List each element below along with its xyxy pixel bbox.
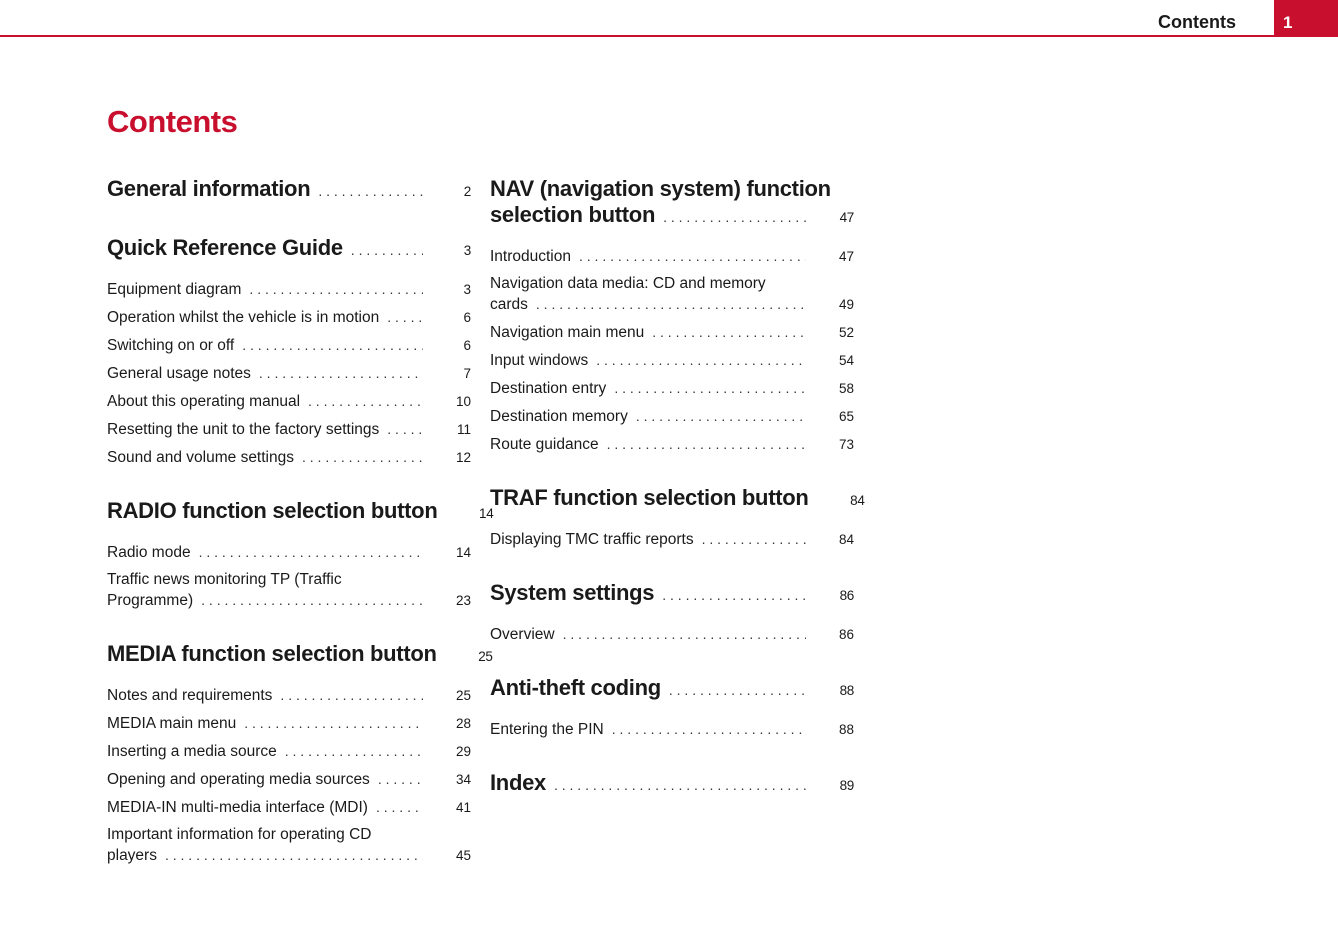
entry-page: 41 xyxy=(455,800,471,815)
entry-label: Displaying TMC traffic reports xyxy=(490,531,694,548)
toc-right-column xyxy=(490,174,865,799)
leader-dots xyxy=(318,178,423,204)
entry-label: Notes and requirements xyxy=(107,687,273,704)
leader-dots xyxy=(669,677,806,703)
entry-page: 52 xyxy=(838,325,854,340)
entry-page: 88 xyxy=(838,722,854,737)
entry-page: 47 xyxy=(838,249,854,264)
toc-entry[interactable] xyxy=(107,419,471,440)
toc-entry[interactable] xyxy=(107,741,471,762)
leader-dots xyxy=(652,322,806,342)
leader-dots xyxy=(636,406,806,426)
section-title: Anti-theft coding xyxy=(490,675,661,700)
toc-entry[interactable] xyxy=(490,719,854,740)
toc-entry[interactable] xyxy=(107,335,471,356)
section-page: 88 xyxy=(839,683,854,698)
entry-page: 28 xyxy=(455,716,471,731)
toc-entry[interactable] xyxy=(107,685,471,706)
entry-label: Inserting a media source xyxy=(107,743,277,760)
section-page: 84 xyxy=(850,493,865,508)
toc-entry[interactable] xyxy=(490,378,854,399)
section-page: 89 xyxy=(839,778,854,793)
toc-section-index[interactable] xyxy=(490,770,854,799)
entry-label: Entering the PIN xyxy=(490,721,604,738)
toc-entry[interactable] xyxy=(490,350,854,371)
entry-page: 29 xyxy=(455,744,471,759)
section-title-line2: selection button xyxy=(490,202,656,227)
entry-label: Overview xyxy=(490,626,555,643)
section-page: 47 xyxy=(839,210,854,225)
leader-dots xyxy=(607,434,806,454)
leader-dots xyxy=(663,204,806,230)
entry-label-line1: Navigation data media: CD and memory xyxy=(490,275,766,292)
entry-page: 23 xyxy=(455,593,471,608)
leader-dots xyxy=(612,719,806,739)
toc-entry[interactable] xyxy=(490,322,854,343)
toc-entry[interactable] xyxy=(107,447,471,468)
toc-entry[interactable] xyxy=(490,406,854,427)
section-title: Quick Reference Guide xyxy=(107,235,343,260)
leader-dots xyxy=(308,391,423,411)
entry-page: 7 xyxy=(463,366,471,381)
entry-page: 58 xyxy=(838,381,854,396)
toc-entry[interactable] xyxy=(490,274,854,315)
entry-page: 86 xyxy=(838,627,854,642)
leader-dots xyxy=(351,237,423,263)
toc-section-system-settings[interactable] xyxy=(490,580,854,609)
leader-dots xyxy=(201,590,423,610)
section-title: MEDIA function selection button xyxy=(107,641,437,666)
toc-entry[interactable] xyxy=(490,434,854,455)
entry-label: Operation whilst the vehicle is in motion xyxy=(107,309,380,326)
leader-dots xyxy=(702,529,806,549)
entry-label: Introduction xyxy=(490,248,571,265)
page-title: Contents xyxy=(107,104,238,139)
leader-dots xyxy=(242,335,423,355)
entry-label-line1: Important information for operating CD xyxy=(107,826,372,843)
toc-entry[interactable] xyxy=(490,624,854,645)
entry-label: Resetting the unit to the factory settings xyxy=(107,421,380,438)
section-title: General information xyxy=(107,176,311,201)
leader-dots xyxy=(165,845,423,865)
toc-entry[interactable] xyxy=(107,797,471,818)
leader-dots xyxy=(199,542,423,562)
leader-dots xyxy=(244,713,423,733)
toc-entry[interactable] xyxy=(107,363,471,384)
entry-page: 3 xyxy=(463,282,471,297)
toc-section-radio[interactable] xyxy=(107,498,494,527)
toc-entry[interactable] xyxy=(107,713,471,734)
entry-page: 49 xyxy=(838,297,854,312)
entry-label: MEDIA-IN multi-media interface (MDI) xyxy=(107,799,368,816)
section-page: 86 xyxy=(839,588,854,603)
header-rule xyxy=(0,35,1338,37)
leader-dots xyxy=(563,624,806,644)
toc-section-nav[interactable] xyxy=(490,176,854,231)
entry-page: 10 xyxy=(455,394,471,409)
leader-dots xyxy=(376,797,423,817)
entry-label: About this operating manual xyxy=(107,393,301,410)
toc-entry[interactable] xyxy=(107,307,471,328)
section-page: 2 xyxy=(463,184,471,199)
toc-entry[interactable] xyxy=(107,825,471,866)
entry-label: Radio mode xyxy=(107,544,191,561)
entry-label: Equipment diagram xyxy=(107,281,242,298)
toc-section-anti-theft[interactable] xyxy=(490,675,854,704)
entry-page: 73 xyxy=(838,437,854,452)
entry-page: 14 xyxy=(455,545,471,560)
leader-dots xyxy=(536,294,806,314)
entry-label: Destination memory xyxy=(490,408,628,425)
section-title: RADIO function selection button xyxy=(107,498,438,523)
section-page: 3 xyxy=(463,243,471,258)
toc-entry[interactable] xyxy=(107,279,471,300)
entry-label-line2: cards xyxy=(490,296,528,313)
toc-left-column xyxy=(107,174,494,866)
entry-label-line2: Programme) xyxy=(107,592,194,609)
section-title: Index xyxy=(490,770,546,795)
running-header-title: Contents xyxy=(1158,12,1236,32)
entry-page: 11 xyxy=(456,422,471,437)
toc-entry[interactable] xyxy=(490,529,854,550)
leader-dots xyxy=(259,363,423,383)
leader-dots xyxy=(280,685,423,705)
toc-entry[interactable] xyxy=(107,542,471,563)
entry-page: 45 xyxy=(455,848,471,863)
entry-label: Switching on or off xyxy=(107,337,235,354)
leader-dots xyxy=(387,419,423,439)
leader-dots xyxy=(378,769,423,789)
leader-dots xyxy=(596,350,806,370)
entry-page: 65 xyxy=(838,409,854,424)
toc-section-traf[interactable] xyxy=(490,485,865,514)
entry-page: 25 xyxy=(455,688,471,703)
leader-dots xyxy=(387,307,423,327)
leader-dots xyxy=(614,378,806,398)
toc-section-general-information[interactable] xyxy=(107,176,471,205)
leader-dots xyxy=(662,582,806,608)
section-page: 25 xyxy=(478,649,493,664)
leader-dots xyxy=(302,447,423,467)
section-title: TRAF function selection button xyxy=(490,485,809,510)
entry-label: MEDIA main menu xyxy=(107,715,237,732)
leader-dots xyxy=(554,772,806,798)
leader-dots xyxy=(579,246,806,266)
entry-page: 54 xyxy=(838,353,854,368)
leader-dots xyxy=(249,279,423,299)
entry-label: Opening and operating media sources xyxy=(107,771,370,788)
entry-page: 6 xyxy=(463,338,471,353)
entry-page: 6 xyxy=(463,310,471,325)
entry-label: Navigation main menu xyxy=(490,324,645,341)
toc-entry[interactable] xyxy=(107,570,471,611)
entry-label: Destination entry xyxy=(490,380,607,397)
toc-section-media[interactable] xyxy=(107,641,493,670)
section-title-line1: NAV (navigation system) function xyxy=(490,176,831,201)
entry-label: Sound and volume settings xyxy=(107,449,294,466)
entry-label-line2: players xyxy=(107,847,157,864)
toc-section-quick-reference[interactable] xyxy=(107,235,471,264)
entry-label: General usage notes xyxy=(107,365,251,382)
toc-entry[interactable] xyxy=(490,246,854,267)
toc-entry[interactable] xyxy=(107,769,471,790)
entry-label: Input windows xyxy=(490,352,589,369)
page-number-badge: 1 xyxy=(1274,0,1338,37)
entry-page: 34 xyxy=(455,772,471,787)
toc-entry[interactable] xyxy=(107,391,471,412)
entry-label-line1: Traffic news monitoring TP (Traffic xyxy=(107,571,342,588)
leader-dots xyxy=(285,741,423,761)
entry-page: 12 xyxy=(455,450,471,465)
section-page: 14 xyxy=(479,506,494,521)
entry-page: 84 xyxy=(838,532,854,547)
entry-label: Route guidance xyxy=(490,436,599,453)
section-title: System settings xyxy=(490,580,655,605)
